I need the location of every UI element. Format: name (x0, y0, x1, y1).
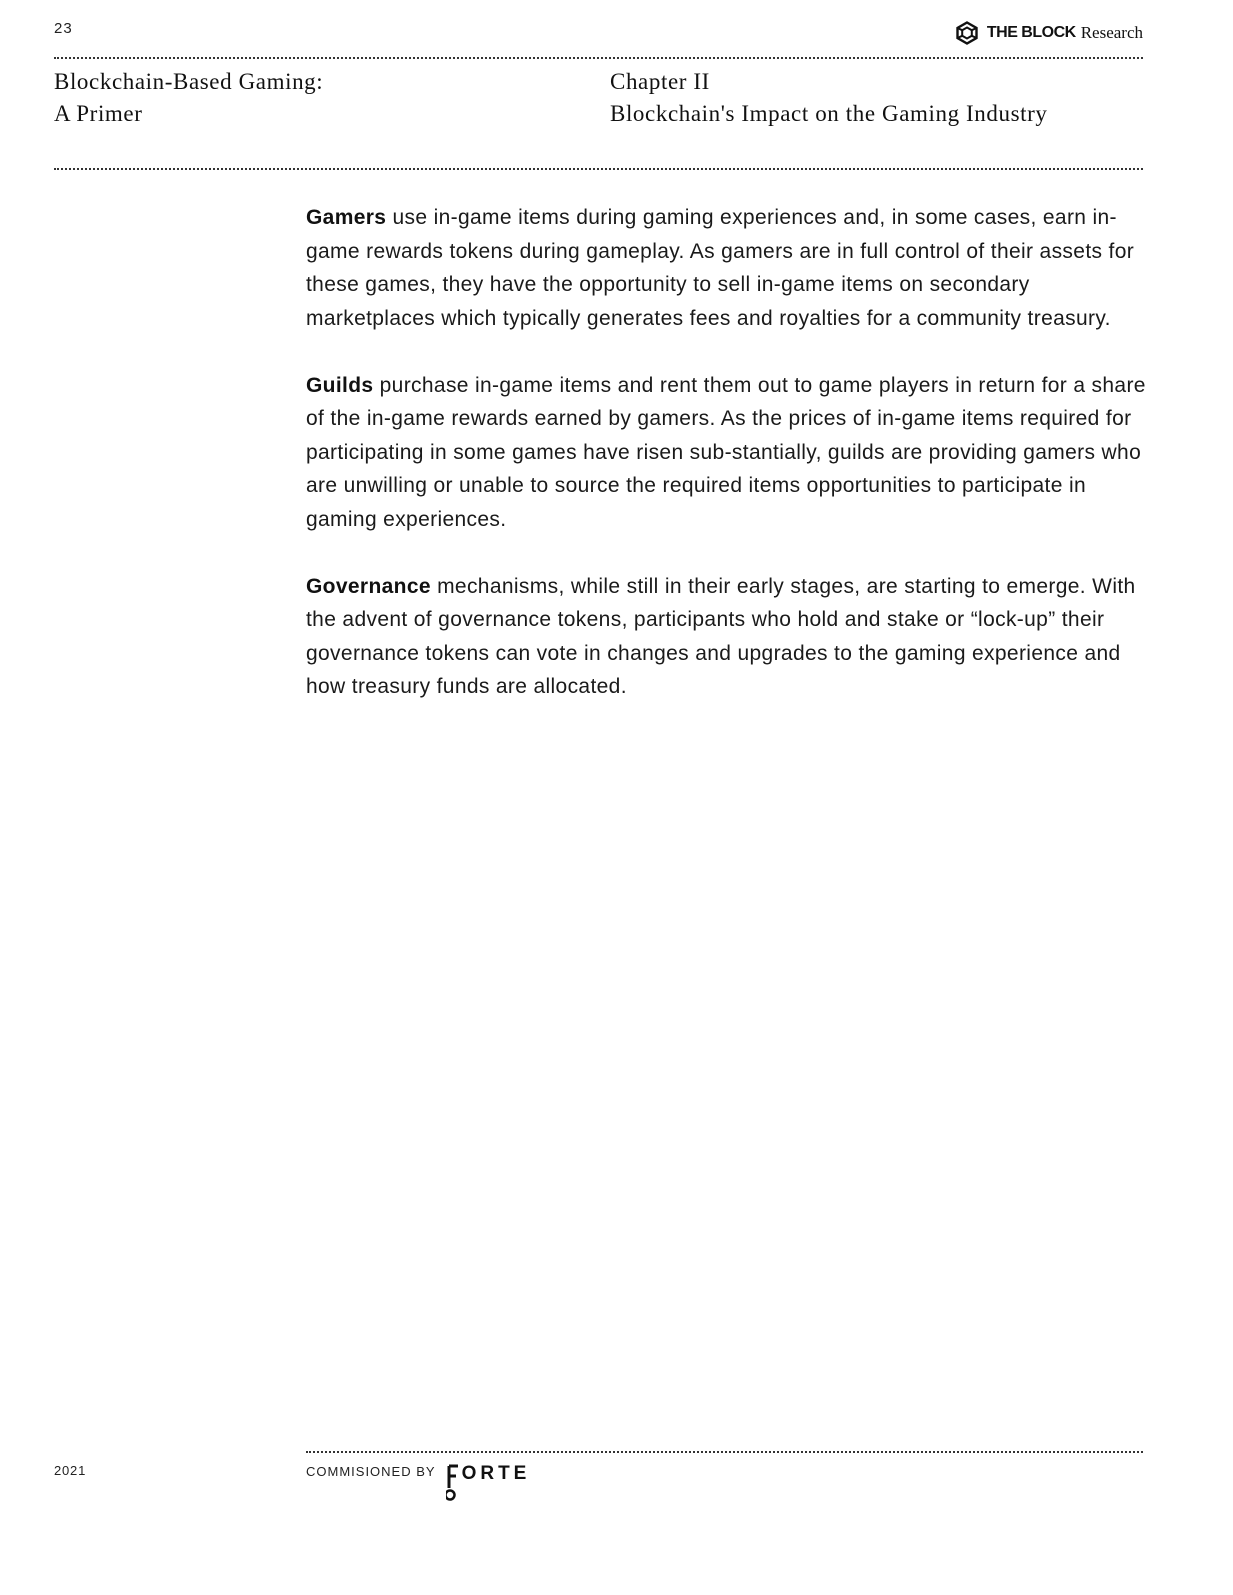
paragraph-gamers-text: use in-game items during gaming experiences and, in some cases, earn in-game rewards tokens during gameplay. As gamers are in full control of their assets for these games, they have the opportunity to sell in-game items on secondary marketplaces which typically generates fees and royalties for a community treasury. (306, 206, 1135, 330)
paragraph-governance-text: mechanisms, while still in their early stages, are starting to emerge. With the advent of governance tokens, participants who hold and stake or “lock-up” their governance tokens can vote in changes and upgrades to the gaming experience and how treasury funds are allocated. (306, 574, 1136, 698)
term-guilds: Guilds (306, 373, 374, 397)
footer-credit (306, 1463, 530, 1502)
page-number: 23 (54, 20, 73, 37)
document-title-line-2: A Primer (54, 101, 143, 126)
header-divider-top (54, 57, 1143, 59)
document-title (54, 66, 323, 130)
credit-label: COMMISIONED BY (306, 1464, 436, 1479)
brand-suffix: Research (1080, 23, 1143, 42)
footer-year: 2021 (54, 1463, 87, 1478)
paragraph-gamers (306, 201, 1151, 335)
document-title-line-1: Blockchain-Based Gaming: (54, 69, 324, 94)
publisher-brand (955, 20, 1143, 46)
term-gamers: Gamers (306, 206, 387, 229)
chapter-number: Chapter II (610, 69, 710, 94)
brand-name: THE BLOCK (986, 24, 1076, 41)
forte-logo-icon (446, 1464, 460, 1502)
chapter-title: Blockchain's Impact on the Gaming Industry (610, 101, 1048, 126)
header-divider-bottom (54, 168, 1143, 170)
paragraph-governance (306, 570, 1151, 704)
body-text (306, 201, 1151, 737)
paragraph-guilds (306, 369, 1151, 537)
footer-divider (306, 1451, 1143, 1453)
term-governance: Governance (306, 574, 431, 598)
chapter-heading (610, 66, 1048, 130)
the-block-logo-icon (955, 21, 979, 45)
forte-wordmark: ORTE (461, 1463, 531, 1484)
forte-logo (446, 1463, 531, 1502)
paragraph-guilds-text: purchase in-game items and rent them out to game players in return for a share of the in-game rewards earned by gamers. As the prices of in-game items required for participating in some games have risen sub-stantially, guilds are providing gamers who are unwilling or unable to source the required items opportunities to participate in gaming experiences. (306, 373, 1146, 531)
